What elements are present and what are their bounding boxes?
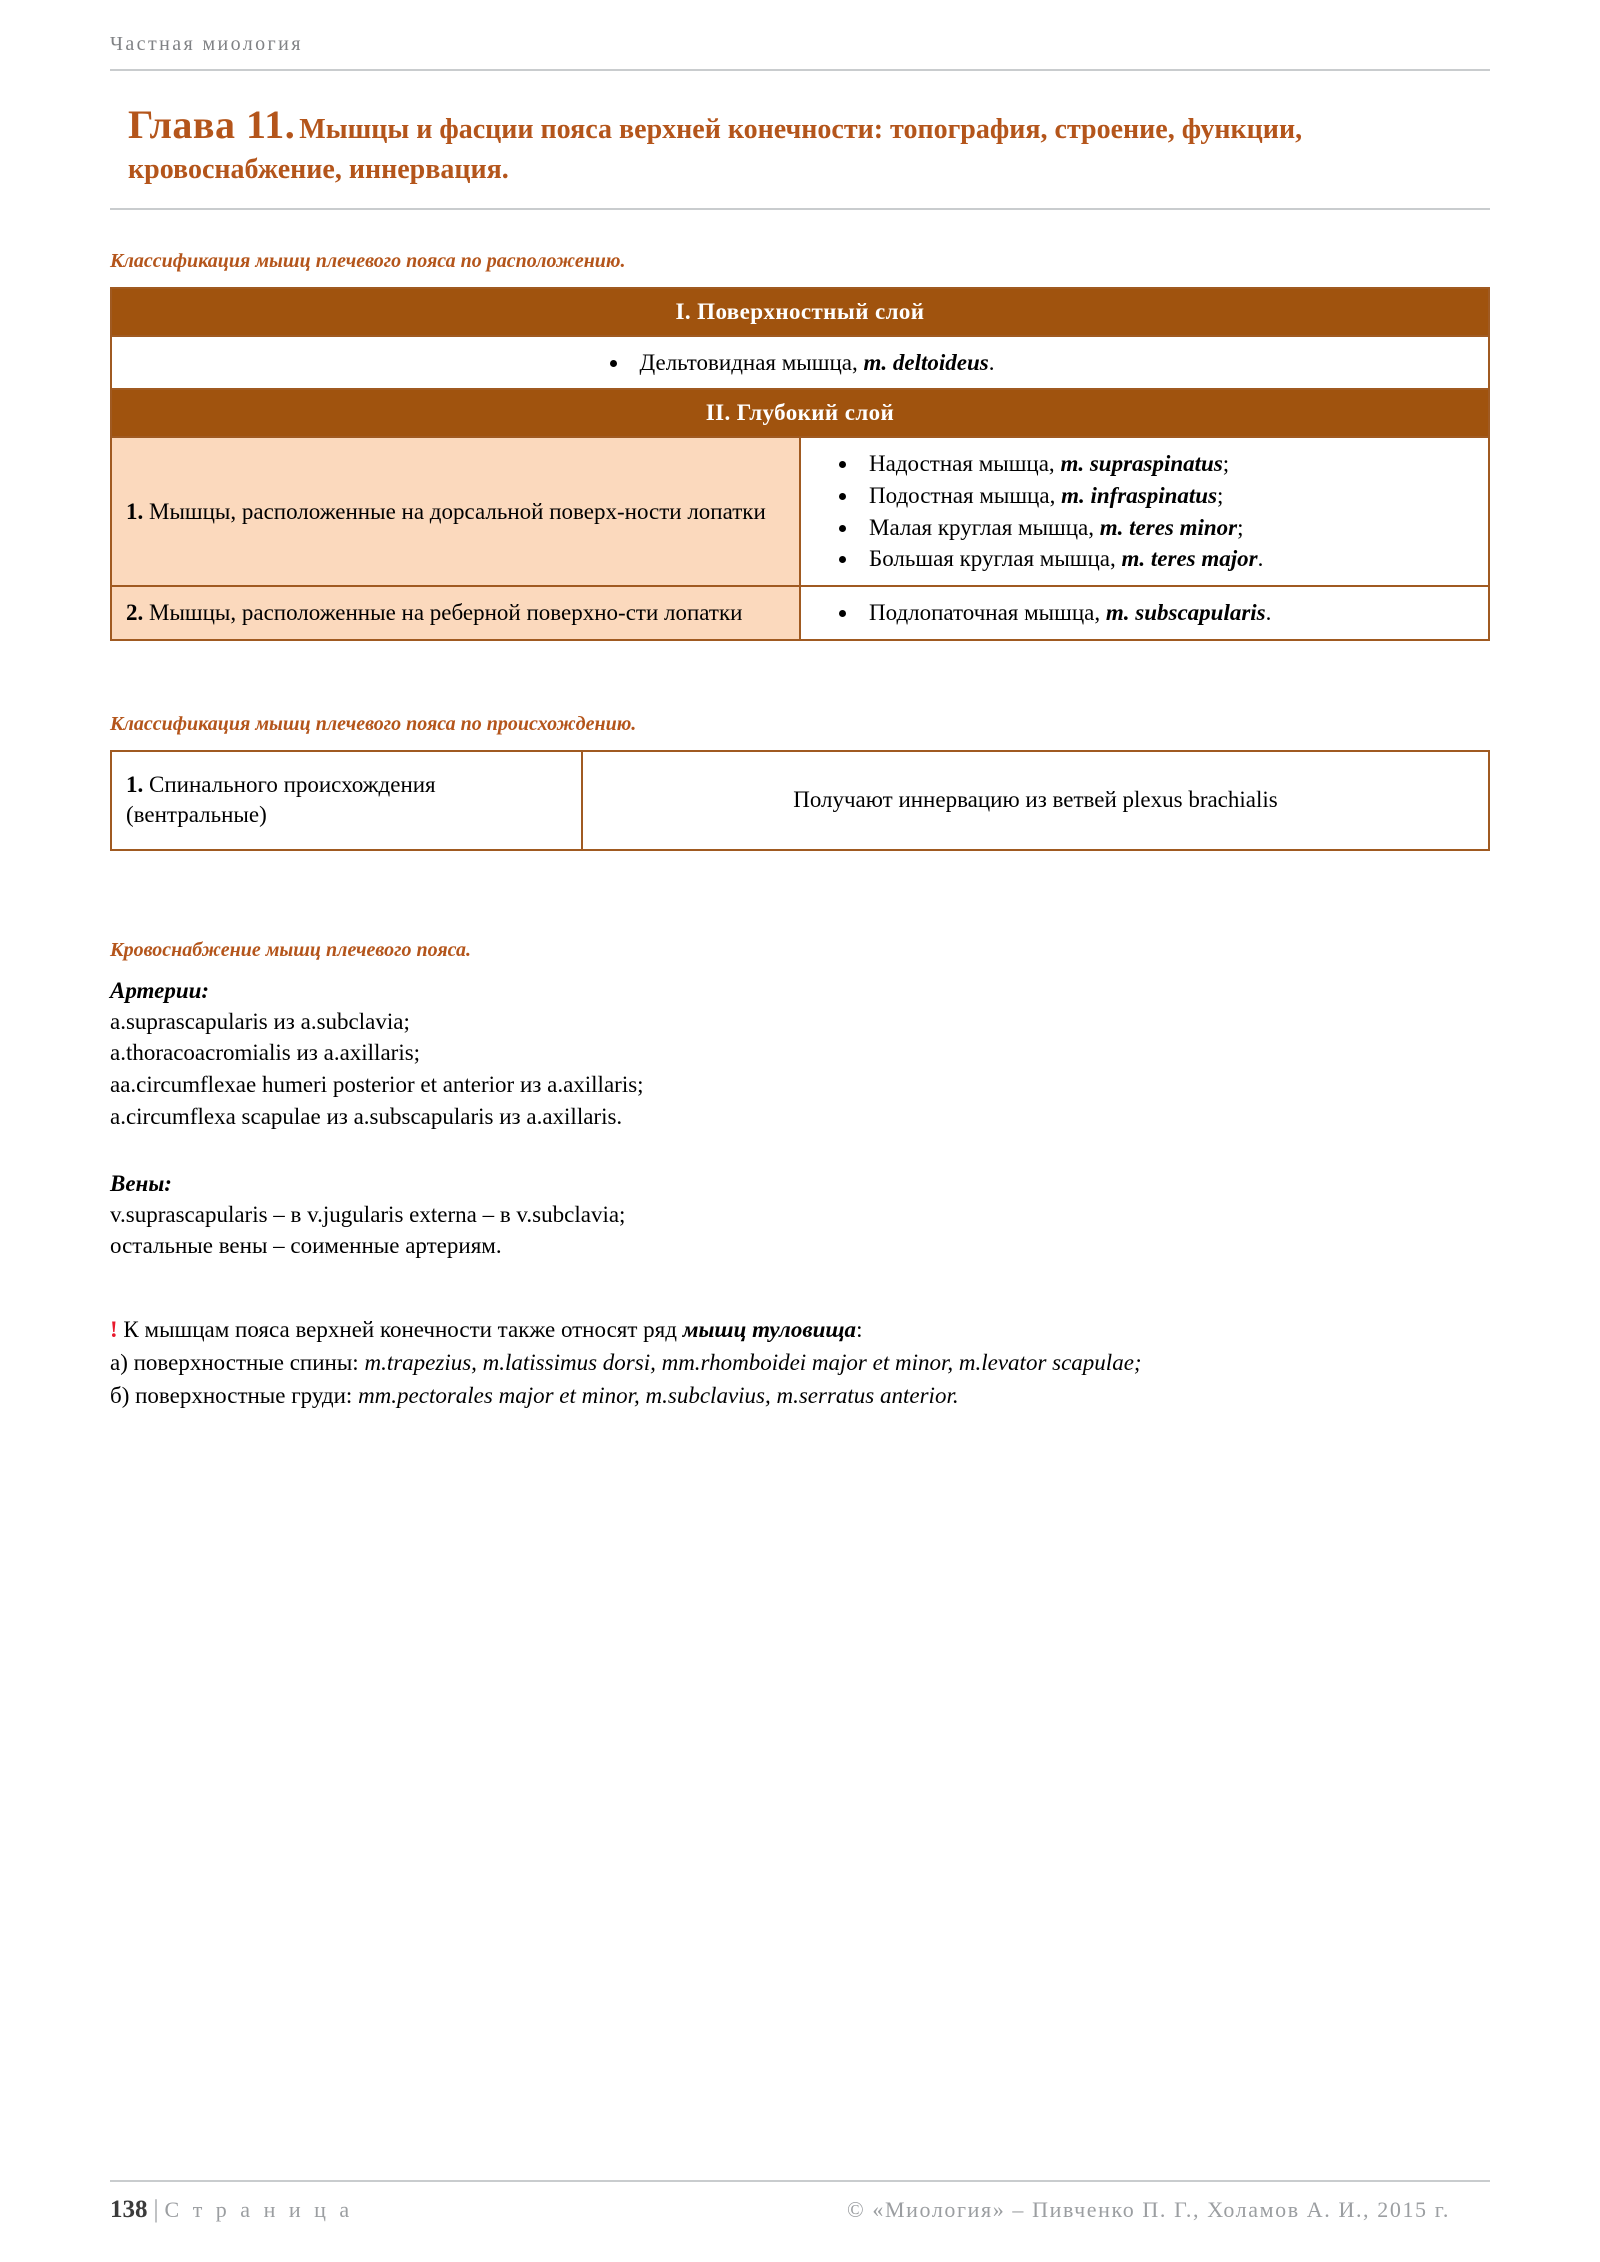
group-1-label (126, 497, 785, 527)
note-block (110, 1314, 1490, 1413)
note-item-a-label: а) поверхностные спины: (110, 1349, 365, 1375)
running-header: Частная миология (110, 33, 303, 55)
section-caption-origin: Классификация мышц плечевого пояса по происхождению. (110, 712, 637, 735)
header-rule (110, 69, 1490, 71)
table-row (111, 336, 1489, 390)
muscle-name-latin: m. deltoideus (863, 349, 989, 375)
note-item-b-label: б) поверхностные груди: (110, 1382, 359, 1408)
note-lead-after: : (856, 1317, 863, 1343)
exclamation-icon: ! (110, 1317, 118, 1343)
table-row (111, 288, 1489, 336)
group-1-muscle-list (815, 448, 1474, 575)
muscle-tail: ; (1222, 451, 1230, 477)
layer-1-list (126, 347, 1474, 379)
note-item-a-value: m.trapezius, m.latissimus dorsi, mm.rhomboidei major et minor, m.levator scapulae; (364, 1349, 1142, 1375)
artery-line: a.suprascapularis из a.subclavia; (110, 1008, 410, 1034)
muscle-tail: ; (1237, 514, 1244, 540)
footer-page-word: С т р а н и ц а (164, 2197, 354, 2222)
list-item (859, 480, 1474, 512)
origin-1-text: Спинального происхождения (вентральные) (126, 771, 436, 828)
layer-2-header: II. Глубокий слой (111, 389, 1489, 437)
muscle-tail: . (1257, 546, 1264, 572)
list-item (859, 543, 1474, 575)
group-1-label-cell (111, 437, 800, 586)
list-item (859, 512, 1474, 544)
layer-1-header: I. Поверхностный слой (111, 288, 1489, 336)
group-2-label-cell (111, 586, 800, 640)
note-lead-emphasis: мышц туловища (682, 1317, 857, 1343)
list-item (859, 597, 1474, 629)
note-item-b (110, 1380, 1490, 1413)
chapter-title-block (110, 101, 1490, 190)
note-lead-line (110, 1314, 1490, 1347)
table-row (111, 389, 1489, 437)
muscle-name-latin: m. teres minor (1099, 514, 1238, 540)
origin-1-number: 1. (126, 771, 144, 797)
muscle-name-latin: m. supraspinatus (1060, 451, 1223, 477)
table-row (111, 751, 1489, 850)
muscle-name-ru: Дельтовидная мышца, (639, 349, 858, 375)
vein-line: v.suprascapularis – в v.jugularis externa – в v.subclavia; (110, 1201, 626, 1227)
group-1-number: 1. (126, 498, 144, 524)
muscle-tail: . (1265, 600, 1272, 626)
veins-heading: Вены: (110, 1170, 172, 1196)
muscle-name-ru: Подостная мышца, (869, 482, 1056, 508)
chapter-number: Глава 11. (128, 102, 296, 147)
list-item (859, 448, 1474, 480)
section-caption-location: Классификация мышц плечевого пояса по расположению. (110, 249, 626, 272)
footer-row (110, 2196, 1490, 2224)
artery-line: a.circumflexa scapulae из a.subscapularis из a.axillaris. (110, 1103, 623, 1129)
muscle-name-ru: Большая круглая мышца, (869, 546, 1116, 572)
muscle-name-ru: Надостная мышца, (869, 451, 1055, 477)
muscle-name-latin: m. infraspinatus (1061, 482, 1218, 508)
group-2-number: 2. (126, 599, 144, 625)
page-title: Мышцы и фасции пояса верхней конечности: топография, строение, функции, кровоснабжение, иннервация. (128, 114, 1303, 185)
origin-1-value-cell (582, 751, 1489, 850)
group-1-text: Мышцы, расположенные на дорсальной поверх-ности лопатки (143, 498, 766, 524)
page-footer (110, 2180, 1490, 2224)
group-2-muscles-cell (800, 586, 1489, 640)
muscle-name-ru: Подлопаточная мышца, (869, 600, 1101, 626)
note-lead-before: К мышцам пояса верхней конечности также относят ряд (117, 1317, 683, 1343)
origin-1-label-cell (111, 751, 582, 850)
chapter-rule (110, 208, 1490, 210)
artery-line: aa.circumflexae humeri posterior et anterior из a.axillaris; (110, 1072, 644, 1098)
origin-1-value: Получают иннервацию из ветвей plexus brachialis (793, 787, 1278, 813)
group-2-text: Мышцы, расположенные на реберной поверхно-сти лопатки (143, 599, 743, 625)
muscle-tail: ; (1217, 482, 1224, 508)
muscle-name-latin: m. subscapularis (1105, 600, 1266, 626)
group-2-label (126, 598, 785, 628)
muscle-name-latin: m. teres major (1121, 546, 1258, 572)
note-item-b-value: mm.pectorales major et minor, m.subclavius, m.serratus anterior. (358, 1382, 959, 1408)
list-item (630, 347, 995, 379)
table-row (111, 437, 1489, 586)
muscle-tail: . (988, 349, 995, 375)
footer-copyright: © «Миология» – Пивченко П. Г., Холамов А. И., 2015 г. (846, 2197, 1450, 2222)
group-2-muscle-list (815, 597, 1474, 629)
origin-1-label (126, 770, 567, 831)
vein-line: остальные вены – соименные артериям. (110, 1233, 502, 1259)
group-1-muscles-cell (800, 437, 1489, 586)
table-row (111, 586, 1489, 640)
footer-separator: | (153, 2196, 159, 2223)
table-classification-by-location (110, 287, 1490, 641)
section-caption-blood-supply: Кровоснабжение мышц плечевого пояса. (110, 938, 472, 961)
footer-rule (110, 2180, 1490, 2182)
page-number: 138 (110, 2196, 148, 2223)
layer-1-cell (111, 336, 1489, 390)
artery-line: a.thoracoacromialis из a.axillaris; (110, 1040, 421, 1066)
note-item-a (110, 1347, 1490, 1380)
chapter-title-line (128, 101, 1490, 190)
arteries-heading: Артерии: (110, 977, 210, 1003)
muscle-name-ru: Малая круглая мышца, (869, 514, 1095, 540)
table-classification-by-origin (110, 750, 1490, 851)
